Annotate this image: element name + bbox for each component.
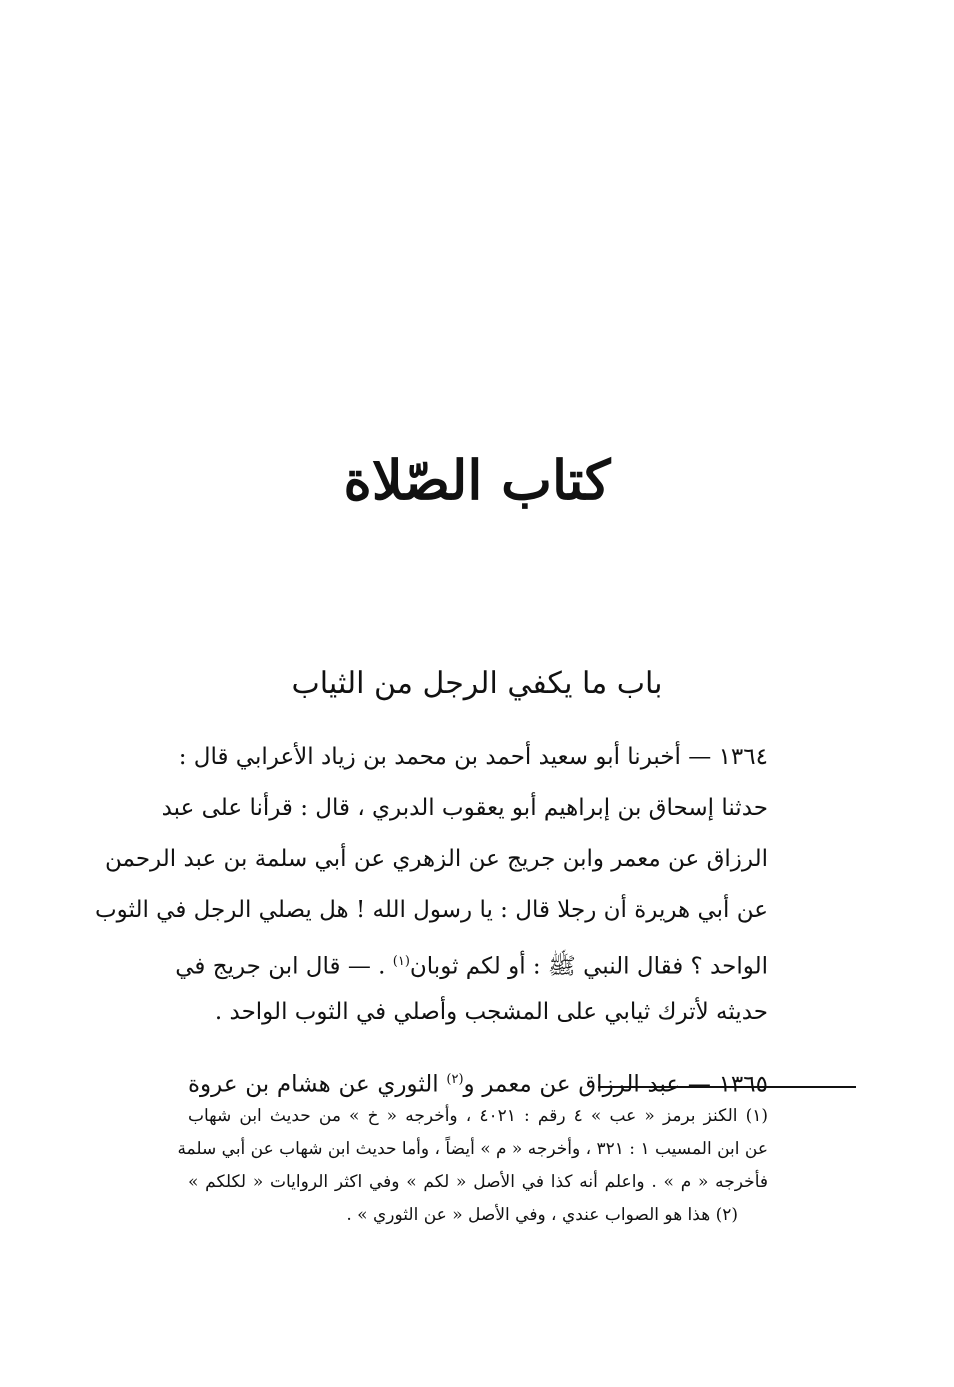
footnote-line-2: عن ابن المسيب ١ : ٣٢١ ، وأخرجه « م » أيضاً ، وأما حديث ابن شهاب عن أبي سلمة <box>177 1139 768 1159</box>
hadith-1364-line-6: حديثه لأترك ثيابي على المشجب وأصلي في الثوب الواحد . <box>214 999 768 1025</box>
main-text <box>94 732 768 1105</box>
hadith-1365-end: الثوري عن هشام بن عروة <box>188 1071 447 1098</box>
footnote-line-1: (١) الكنز برمز « عب » ٤ رقم : ٤٠٢١ ، وأخرجه « خ » من حديث ابن شهاب <box>188 1106 769 1126</box>
chapter-title: باب ما يكفي الرجل من الثياب <box>291 666 663 701</box>
footnote-separator <box>598 1086 856 1088</box>
footnotes <box>177 1100 769 1232</box>
footnote-line-3: فأخرجه « م » . واعلم أنه كذا في الأصل « لكم » وفي اكثر الروايات « لكلكم » <box>188 1172 768 1192</box>
hadith-1364-line-4: عن أبي هريرة أن رجلا قال : يا رسول الله ! هل يصلي الرجل في الثوب <box>94 897 768 923</box>
hadith-1364-line-2: حدثنا إسحاق بن إبراهيم أبو يعقوب الدبري ، قال : قرأنا على عبد <box>161 795 768 821</box>
hadith-1364-line-5 <box>175 936 768 987</box>
footnote-marker-1: (١) <box>392 954 410 969</box>
hadith-1364-line-5-end: . — قال ابن جريج في <box>175 953 393 980</box>
book-title: كتاب الصّلاة <box>343 448 611 512</box>
footnote-marker-2: (٢) <box>446 1072 464 1087</box>
hadith-1364-line-1: ١٣٦٤ — أخبرنا أبو سعيد أحمد بن محمد بن زياد الأعرابي قال : <box>178 744 768 770</box>
hadith-1365-line-1 <box>188 1054 768 1105</box>
hadith-1364-line-5-start: الواحد ؟ فقال النبي ﷺ : أو لكم ثوبان <box>409 953 768 980</box>
hadith-1365-start: ١٣٦٥ — عبد الرزاق عن معمر و <box>463 1071 768 1098</box>
footnote-line-4: (٢) هذا هو الصواب عندي ، وفي الأصل « عن الثوري » . <box>346 1205 738 1225</box>
hadith-1364-line-3: الرزاق عن معمر وابن جريج عن الزهري عن أبي سلمة بن عبد الرحمن <box>105 846 768 872</box>
paragraph-gap <box>188 1038 768 1054</box>
